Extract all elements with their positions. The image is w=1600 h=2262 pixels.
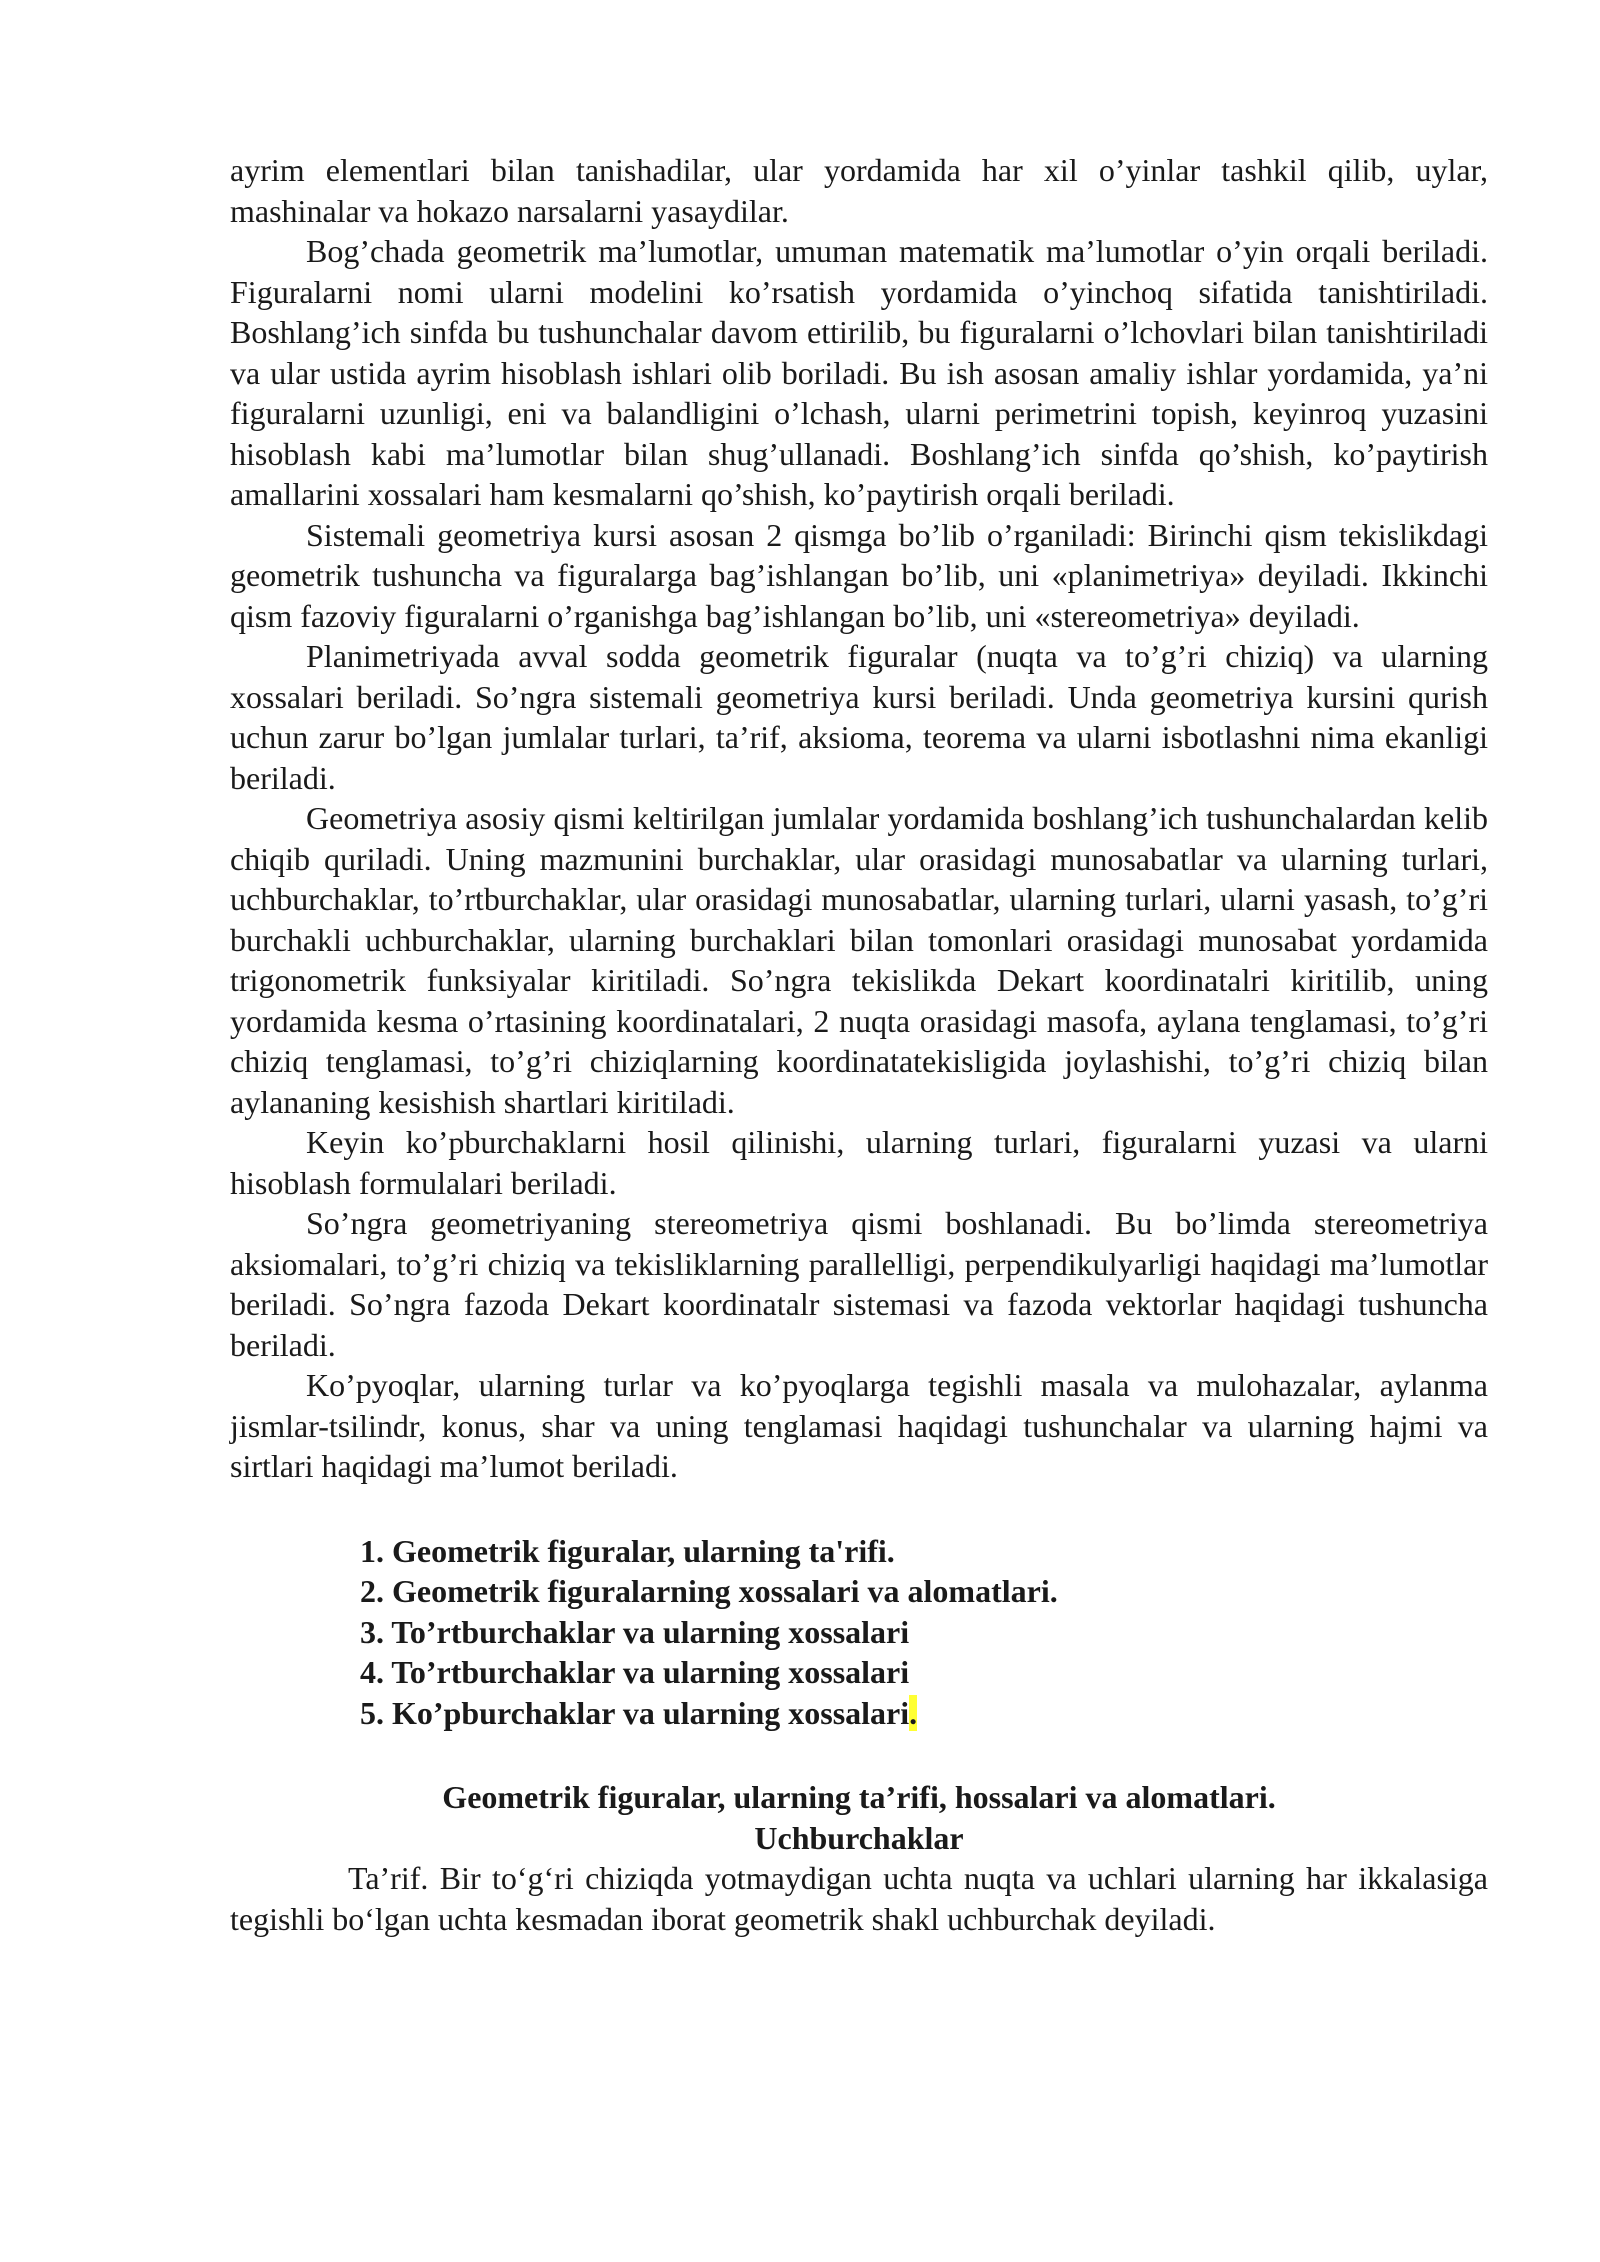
spacer <box>230 1733 1488 1777</box>
paragraph-7: So’ngra geometriyaning stereometriya qismi boshlanadi. Bu bo’limda stereometriya aksiomalari, to’g’ri chiziq va tekisliklarning parallelligi, perpendikulyarligi haqidagi ma’lumotlar beriladi. So’ngra fazoda Dekart koordinatalr sistemasi va fazoda vektorlar haqidagi tushuncha beriladi. <box>230 1205 1488 1363</box>
highlighted-mark: . <box>909 1694 918 1731</box>
topic-item-5 <box>360 1693 1488 1734</box>
paragraph-2: Bog’chada geometrik ma’lumotlar, umuman matematik ma’lumotlar o’yin orqali beriladi. Figuralarni nomi ularni modelini ko’rsatish yordamida o’yinchoq sifatida tanishtiriladi. Boshlang’ich sinfda bu tushunchalar davom ettirilib, bu figuralarni o’lchovlari bilan tanishtiriladi va ular ustida ayrim hisoblash ishlari olib boriladi. Bu ish asosan amaliy ishlar yordamida, ya’ni figuralarni uzunligi, eni va balandligini o’lchash, ularni perimetrini topish, keyinroq yuzasini hisoblash kabi ma’lumotlar bilan shug’ullanadi. Boshlang’ich sinfda qo’shish, ko’paytirish amallarini xossalari ham kesmalarni qo’shish, ko’paytirish orqali beriladi. <box>230 233 1488 512</box>
topic-item-5-text: 5. Ko’pburchaklar va ularning xossalari <box>360 1694 910 1731</box>
paragraph-3: Sistemali geometriya kursi asosan 2 qismga bo’lib o’rganiladi: Birinchi qism tekislikdagi geometrik tushuncha va figuralarga bag’ishlangan bo’lib, uni «planimetriya» deyiladi. Ikkinchi qism fazoviy figuralarni o’rganishga bag’ishlangan bo’lib, uni «stereometriya» deyiladi. <box>230 516 1488 634</box>
topic-item-2: 2. Geometrik figuralarning xossalari va alomatlari. <box>360 1573 1058 1609</box>
definition-paragraph: Ta’rif. Bir to‘g‘ri chiziqda yotmaydigan uchta nuqta va uchlari ularning har ikkalasiga tegishli bo‘lgan uchta kesmadan iborat geometrik shakl uchburchak deyiladi. <box>230 1860 1488 1937</box>
spacer <box>230 1487 1488 1531</box>
topic-item-4: 4. To’rtburchaklar va ularning xossalari <box>360 1654 910 1690</box>
topic-item-3: 3. To’rtburchaklar va ularning xossalari <box>360 1613 910 1650</box>
topic-list <box>230 1531 1488 1734</box>
paragraph-8: Ko’pyoqlar, ularning turlar va ko’pyoqlarga tegishli masala va mulohazalar, aylanma jismlar-tsilindr, konus, shar va uning tenglamasi haqidagi tushunchalar va ularning hajmi va sirtlari haqidagi ma’lumot beriladi. <box>230 1367 1488 1484</box>
section-subheading: Uchburchaklar <box>754 1819 964 1856</box>
paragraph-1: ayrim elementlari bilan tanishadilar, ular yordamida har xil o’yinlar tashkil qilib, uylar, mashinalar va hokazo narsalarni yasaydilar. <box>230 152 1488 229</box>
paragraph-6: Keyin ko’pburchaklarni hosil qilinishi, ularning turlari, figuralarni yuzasi va ularni hisoblash formulalari beriladi. <box>230 1124 1488 1201</box>
section-heading: Geometrik figuralar, ularning ta’rifi, hossalari va alomatlari. <box>442 1779 1276 1815</box>
paragraph-5: Geometriya asosiy qismi keltirilgan jumlalar yordamida boshlang’ich tushunchalardan kelib chiqib quriladi. Uning mazmunini burchaklar, ular orasidagi munosabatlar va ularning turlari, uchburchaklar, to’rtburchaklar, ular orasidagi munosabatlar, ularning turlari, ularni yasash, to’g’ri burchakli uchburchaklar, ularning burchaklari bilan tomonlari orasidagi munosabat yordamida trigonometrik funksiyalar kiritiladi. So’ngra tekislikda Dekart koordinatalri kiritilib, uning yordamida kesma o’rtasining koordinatalari, 2 nuqta orasidagi masofa, aylana tenglamasi, to’g’ri chiziq tenglamasi, to’g’ri chiziqlarning koordinatatekisligida joylashishi, to’g’ri chiziq bilan aylananing kesishish shartlari kiritiladi. <box>230 800 1488 1120</box>
topic-item-1: 1. Geometrik figuralar, ularning ta'rifi. <box>360 1532 895 1569</box>
document-page <box>230 150 1488 1939</box>
paragraph-4: Planimetriyada avval sodda geometrik figuralar (nuqta va to’g’ri chiziq) va ularning xossalari beriladi. So’ngra sistemali geometriya kursi beriladi. Unda geometriya kursini qurish uchun zarur bo’lgan jumlalar turlari, ta’rif, aksioma, teorema va ularni isbotlashni nima ekanligi beriladi. <box>230 638 1488 796</box>
